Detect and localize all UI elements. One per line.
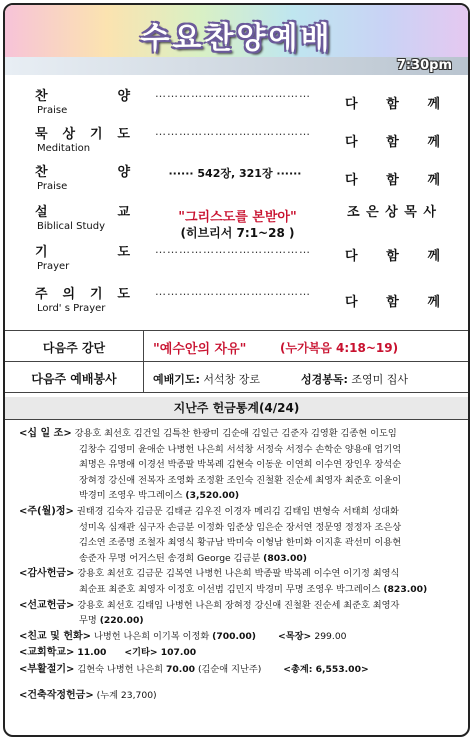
leader-char: 께 [427, 173, 440, 188]
offering-line [19, 662, 459, 678]
offering-extra-label: <목장> [278, 630, 315, 642]
divider-line [5, 419, 468, 420]
offering-line [19, 473, 459, 489]
prayer-duty-label: 예배기도: [153, 373, 200, 386]
offering-line [19, 598, 459, 614]
prayer-duty [153, 371, 260, 387]
offering-line [19, 551, 459, 567]
offering-line [19, 613, 459, 629]
next-sermon-reference: (누가복음 4:18~19) [280, 341, 399, 355]
offering-extra-value: 6,553.00> [315, 663, 369, 675]
leader-char: 다 [345, 173, 358, 188]
prayer-duty-name: 서석창 장로 [203, 373, 261, 386]
offering-names: 강용호 최선호 김금문 김복연 나병헌 나은희 박종팔 박복례 이수연 이기정 최영식 [77, 568, 400, 580]
offering-line [19, 688, 459, 704]
offering-line [19, 504, 459, 520]
order-item-english: Lord' s Prayer [37, 303, 106, 314]
header-banner [5, 5, 468, 75]
offering-extra-value: 107.00 [160, 647, 197, 659]
order-item-korean [35, 85, 130, 104]
reading-duty [301, 371, 408, 387]
offering-note: (김순애 지난주) [197, 663, 262, 675]
order-item-leader: 조 은 상 목 사 [347, 205, 437, 220]
offering-line [19, 488, 459, 504]
offering-names: 11.00 [77, 647, 107, 659]
order-item-char: 양 [117, 165, 130, 180]
order-item-korean [35, 123, 130, 142]
order-item-char: 도 [117, 245, 130, 260]
offering-amount: (220.00) [99, 615, 144, 627]
order-item-char: 묵 [35, 127, 48, 142]
offering-names: 김소연 조종명 조철자 최영식 황규남 박미숙 이형남 한미화 이지훈 곽선미 이용현 [79, 537, 402, 549]
leader-char: 함 [386, 249, 399, 264]
sermon-block [5, 210, 468, 250]
order-item-english: Meditation [37, 143, 91, 154]
order-item-char: 도 [117, 287, 130, 302]
dotted-leader: ………………………………… [155, 285, 311, 298]
offering-line [19, 520, 459, 536]
offering-category: <주(월)정> [19, 505, 74, 517]
offering-names: 송준자 무명 어거스틴 송경희 George 김금분 [79, 552, 261, 564]
dotted-leader: ………………………………… [155, 243, 311, 256]
leader-char: 께 [427, 135, 440, 150]
order-item-char: 기 [35, 245, 48, 260]
offering-line [19, 645, 459, 661]
offering-line [19, 457, 459, 473]
order-item-leader [345, 93, 440, 112]
service-title: 수요찬양예배 [140, 21, 333, 56]
order-item-korean [35, 283, 130, 302]
offering-extra-label: <기타> [124, 647, 161, 659]
offering-line [19, 582, 459, 598]
offering-names: 박경미 조영우 박그레이스 [79, 490, 183, 502]
offering-names: 최순표 최준호 최영자 이정호 이선범 김민지 박경미 무명 조영우 박그레이스 [79, 583, 381, 595]
offering-names: 성미옥 심재관 심구자 손금분 이정화 임준상 임은순 장서연 정문영 정정자 조은상 [79, 521, 402, 533]
order-item-char: 설 [35, 205, 48, 220]
next-sermon-title: "예수안의 자유" [153, 342, 247, 357]
order-item-leader [345, 169, 440, 188]
offering-names: 강용호 최선호 김태임 나병헌 나은희 장혀정 강신애 진철환 진순세 최준호 최영자 [77, 599, 400, 611]
order-item-korean [35, 161, 130, 180]
order-item-char: 주 [35, 287, 48, 302]
offering-category: <선교헌금> [19, 599, 75, 611]
order-item-char: 교 [117, 205, 130, 220]
leader-char: 함 [386, 173, 399, 188]
order-row [5, 85, 468, 125]
offering-category: <건축작정헌금> [19, 689, 94, 701]
offering-names: 권태경 김숙자 김금문 김태균 김우진 이경자 메리김 김태임 변형숙 서태희 성대화 [76, 505, 399, 517]
leader-char: 다 [345, 135, 358, 150]
offering-line [19, 629, 459, 645]
leader-char: 께 [427, 249, 440, 264]
divider-line [5, 330, 468, 331]
order-item-char: 기 [89, 127, 103, 142]
offering-heading: 지난주 헌금통계(4/24) [5, 397, 468, 419]
next-duty-label: 다음주 예배봉사 [31, 372, 117, 386]
order-item-char: 의 [62, 287, 76, 302]
offering-names: 무명 [79, 615, 97, 627]
order-item-char: 상 [62, 127, 76, 142]
order-row [5, 123, 468, 163]
order-item-leader [345, 291, 440, 310]
offering-names: 장혀정 강신애 전복자 조영화 조정환 조인숙 진철환 진순세 최영자 최준호 이윤이 [79, 474, 402, 486]
leader-char: 함 [386, 295, 399, 310]
reading-duty-label: 성경봉독: [301, 373, 348, 386]
offering-category: <친교 및 헌화> [19, 630, 92, 642]
leader-char: 다 [345, 249, 358, 264]
order-item-char: 찬 [35, 89, 48, 104]
order-item-english: Praise [37, 105, 68, 116]
offering-amount: (700.00) [212, 630, 256, 642]
offering-names: 김현숙 나병헌 나은희 [77, 663, 164, 675]
offering-category: <부활절기> [19, 663, 75, 675]
offering-extra-label: <총계: [283, 663, 316, 675]
leader-char: 함 [386, 135, 399, 150]
column-divider [143, 330, 144, 392]
order-row [5, 283, 468, 323]
order-item-english: Prayer [37, 261, 70, 272]
offering-amount: (823.00) [383, 583, 428, 595]
order-item-content: ······ 542장, 321장 ······ [168, 167, 302, 180]
leader-char: 다 [345, 97, 358, 112]
order-item-english: Praise [37, 181, 68, 192]
offering-amount: 70.00 [165, 663, 196, 675]
order-row [5, 161, 468, 201]
dotted-leader: ………………………………… [155, 87, 311, 100]
leader-char: 께 [427, 97, 440, 112]
offering-line [19, 535, 459, 551]
leader-char: 다 [345, 295, 358, 310]
offering-extra-value: 299.00 [314, 630, 347, 642]
offering-names: 최명은 유명애 이경선 박종팔 박복례 김현숙 이동운 이연희 이수연 장인우 장석순 [79, 459, 402, 471]
offering-names: (누계 23,700) [96, 689, 157, 701]
order-item-char: 양 [117, 89, 130, 104]
leader-char: 께 [427, 295, 440, 310]
order-item-char: 찬 [35, 165, 48, 180]
bulletin-page [3, 3, 470, 737]
offering-amount: (3,520.00) [185, 490, 240, 502]
dotted-leader: ………………………………… [155, 125, 311, 138]
offering-amount: (803.00) [263, 552, 308, 564]
sermon-reference: (히브리서 7:1~28 ) [180, 226, 295, 240]
order-item-english: Biblical Study [37, 221, 105, 232]
offering-line [19, 566, 459, 582]
divider-line [5, 361, 468, 362]
reading-duty-name: 조영미 집사 [351, 373, 409, 386]
sermon-title: "그리스도를 본받아" [178, 210, 297, 225]
offering-names: 강용호 최선호 김건일 김특찬 한광미 김순애 김일근 김준자 김영환 김종현 이도임 [74, 428, 397, 439]
offering-line [19, 442, 459, 458]
offering-category: <십 일 조> [19, 428, 72, 439]
order-item-char: 도 [117, 127, 130, 142]
service-time: 7:30pm [396, 58, 452, 73]
offering-category: <감사헌금> [19, 568, 75, 580]
offering-names: 나병헌 나은희 이기복 이정화 [93, 630, 210, 642]
next-sermon-label: 다음주 강단 [42, 341, 106, 355]
offering-category: <교회학교> [19, 647, 75, 659]
leader-char: 함 [386, 97, 399, 112]
offering-names: 김창수 김영미 윤애순 나병헌 나은희 서석창 서정숙 서정수 손학순 양용애 엄기억 [79, 443, 402, 455]
offering-list [19, 426, 459, 703]
divider-line [5, 392, 468, 393]
order-item-leader [345, 131, 440, 150]
offering-line [19, 426, 459, 442]
order-item-char: 기 [89, 287, 103, 302]
